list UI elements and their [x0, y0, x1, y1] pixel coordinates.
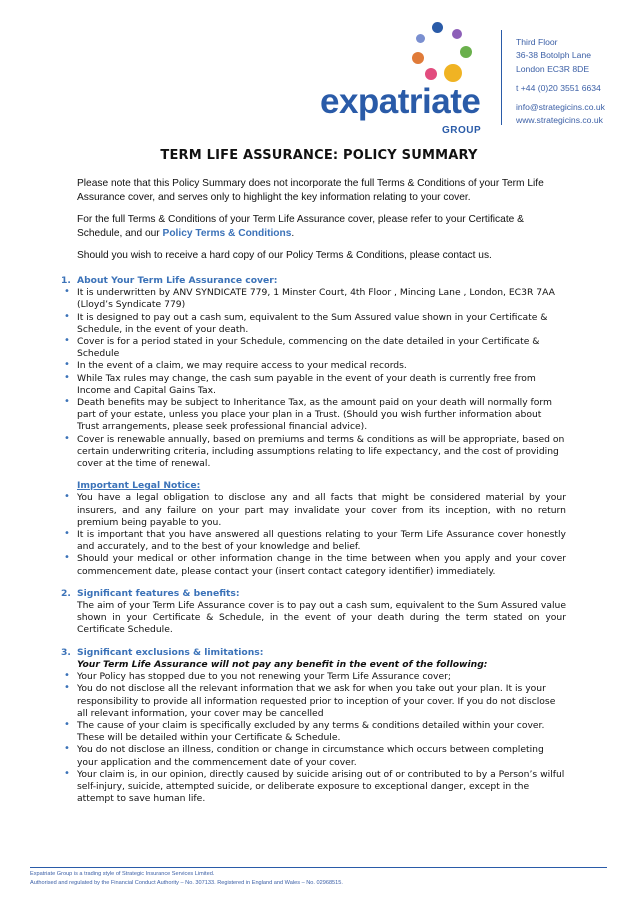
logo-dot	[416, 34, 425, 43]
logo-wordmark: expatriate	[320, 82, 481, 121]
bullet-icon: •	[64, 335, 70, 347]
footer-line: Authorised and regulated by the Financial Conduct Authority – No. 307133. Registered in England and Wales – No. 02968515.	[30, 880, 343, 886]
logo-dots	[320, 20, 490, 90]
section-heading: 3. Significant exclusions & limitations:	[61, 646, 264, 658]
bullet-icon: •	[64, 371, 70, 383]
policy-terms-link[interactable]: Policy Terms & Conditions	[162, 228, 292, 239]
footer-divider	[30, 867, 607, 868]
address-line: 36-38 Botolph Lane	[516, 50, 592, 61]
intro-paragraph: Should you wish to receive a hard copy of our Policy Terms & Conditions, please contact us.	[77, 250, 492, 261]
bullet-item: • It is underwritten by ANV SYNDICATE 779, 1 Minster Court, 4th Floor , Mincing Lane , London, EC3R 7AA (Lloyd’s Syndicate 779)	[64, 286, 555, 311]
section-heading: 2. Significant features & benefits:	[61, 587, 240, 599]
bullet-item: • Your claim is, in our opinion, directly caused by suicide arising out of or contributed to by a Person’s wilful self-injury, suicide, attempted suicide, or deliberate exposure to exceptional danger, except in the attempt to save human life.	[64, 767, 565, 805]
email-link[interactable]: info@strategicins.co.uk	[516, 102, 605, 113]
bullet-item: • In the event of a claim, we may require access to your medical records.	[64, 359, 407, 372]
bullet-icon: •	[64, 528, 70, 540]
legal-notice-heading: Important Legal Notice:	[77, 480, 201, 492]
bullet-icon: •	[64, 767, 70, 779]
bullet-item: • Death benefits may be subject to Inheritance Tax, as the amount paid on your death will normally form part of your estate, unless you place your plan in a Trust. (Should you wish further information about Trust arrangements, please seek professional financial advice).	[64, 396, 552, 433]
bullet-icon: •	[64, 552, 70, 564]
section-heading: 1. About Your Term Life Assurance cover:	[61, 275, 278, 286]
logo-group-label: GROUP	[442, 125, 482, 136]
bullet-icon: •	[64, 670, 70, 682]
bullet-item: • It is important that you have answered all questions relating to your Term Life Assurance cover honestly and accurately, and to the best of your knowledge and belief.	[64, 528, 566, 553]
intro-block	[77, 177, 557, 271]
bullet-icon: •	[64, 718, 70, 730]
bullet-item: • The cause of your claim is specifically excluded by any terms & conditions detailed within your cover. These will be detailed within your Certificate & Schedule.	[64, 718, 545, 744]
bullet-item: • You have a legal obligation to disclose any and all facts that might be considered material by your insurers, and any failure on your part may invalidate your cover from its inception, with no return premium being payable to you.	[64, 491, 566, 528]
bullet-item: • Cover is renewable annually, based on premiums and terms & conditions as will be appropriate, based on certain underwriting criteria, including assumptions relating to life expectancy, and the cost of providing cover at the time of renewal.	[64, 432, 565, 470]
bullet-icon: •	[64, 682, 70, 694]
bullet-icon: •	[64, 310, 70, 322]
intro-paragraph: For the full Terms & Conditions of your Term Life Assurance cover, please refer to your Certificate & Schedule, and our Policy Terms & Conditions.	[77, 214, 524, 239]
policy-content	[61, 275, 566, 805]
header-divider	[501, 30, 502, 125]
footer	[30, 870, 343, 888]
intro-paragraph: Please note that this Policy Summary does not incorporate the full Terms & Conditions of your Term Life Assurance cover, and serves only to highlight the key information relating to your cover.	[77, 178, 544, 203]
footer-line: Expatriate Group is a trading style of Strategic Insurance Services Limited.	[30, 871, 215, 877]
bullet-icon: •	[64, 359, 70, 371]
bullet-item: • It is designed to pay out a cash sum, equivalent to the Sum Assured value shown in your Certificate & Schedule, in the event of your death.	[64, 310, 548, 335]
bullet-icon: •	[64, 286, 70, 298]
exclusions-lead: Your Term Life Assurance will not pay any benefit in the event of the following:	[77, 658, 488, 670]
logo-dot	[452, 29, 462, 39]
phone-number: t +44 (0)20 3551 6634	[516, 82, 601, 93]
company-address-block	[516, 36, 605, 128]
logo-dot	[444, 64, 462, 82]
bullet-item: • Cover is for a period stated in your Schedule, commencing on the date detailed in your Certificate & Schedule	[64, 335, 540, 360]
logo-dot	[460, 46, 472, 58]
website-link[interactable]: www.strategicins.co.uk	[516, 115, 603, 126]
section-paragraph: The aim of your Term Life Assurance cover is to pay out a cash sum, equivalent to the Sum Assured value shown in your Certificate & Schedule, in the event of your death during the term stated on your Certificate Schedule.	[77, 600, 566, 636]
address-line: Third Floor	[516, 37, 558, 47]
bullet-item: • While Tax rules may change, the cash sum payable in the event of your death is currently free from Income and Capital Gains Tax.	[64, 371, 536, 396]
bullet-item: • Should your medical or other information change in the time between when you apply and your cover commencement date, please contact your (insert contact category identifier) immediately.	[64, 552, 566, 577]
bullet-icon: •	[64, 396, 70, 408]
bullet-icon: •	[64, 432, 70, 444]
logo-dot	[425, 68, 437, 80]
bullet-item: • You do not disclose an illness, condition or change in circumstance which occurs between completing your application and the commencement date of your cover.	[64, 743, 544, 768]
document-title: TERM LIFE ASSURANCE: POLICY SUMMARY	[160, 148, 478, 163]
bullet-item: • You do not disclose all the relevant information that we ask for when you take out your plan. It is your responsibility to provide all information requested prior to inception of your cover. If you do not disclose all relevant information, your cover may be cancelled	[64, 682, 556, 719]
company-logo	[320, 20, 490, 136]
logo-dot	[432, 22, 443, 33]
address-line: London EC3R 8DE	[516, 63, 590, 74]
bullet-icon: •	[64, 491, 70, 503]
bullet-icon: •	[64, 743, 70, 755]
bullet-item: • Your Policy has stopped due to you not renewing your Term Life Assurance cover;	[64, 670, 452, 683]
logo-dot	[412, 52, 424, 64]
